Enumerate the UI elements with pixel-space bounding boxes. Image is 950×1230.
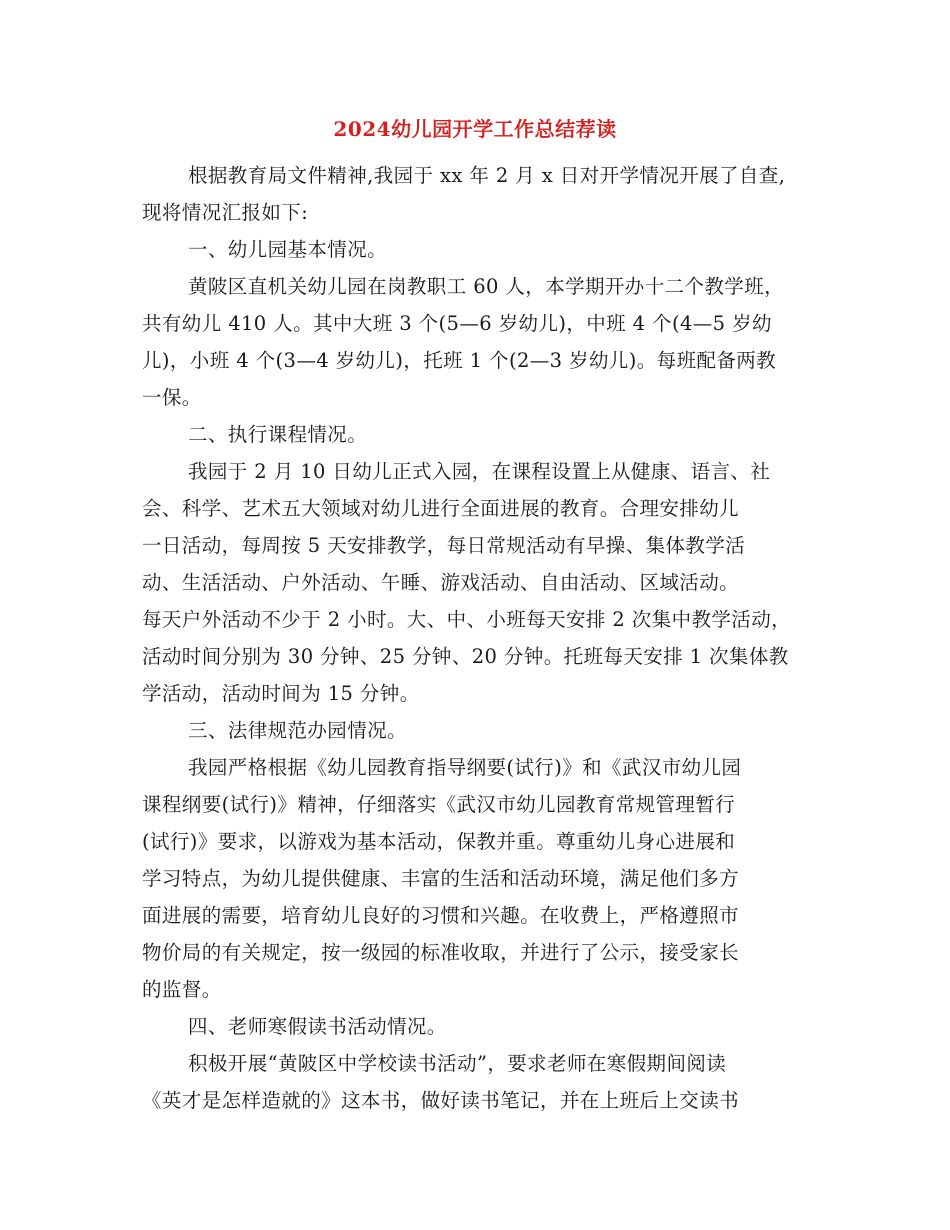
- text-line: 面进展的需要，培育幼儿良好的习惯和兴趣。在收费上，严格遵照市: [142, 904, 740, 927]
- text-line: 的监督。: [142, 978, 222, 1001]
- text-line: 课程纲要(试行)》精神，仔细落实《武汉市幼儿园教育常规管理暂行: [142, 793, 736, 816]
- text-line: 物价局的有关规定，按一级园的标准收取，并进行了公示，接受家长: [142, 941, 740, 964]
- section-heading: 二、执行课程情况。: [188, 423, 368, 446]
- section-heading: 四、老师寒假读书活动情况。: [188, 1015, 447, 1038]
- text-line: 《英才是怎样造就的》这本书，做好读书笔记，并在上班后上交读书: [142, 1089, 740, 1112]
- text-line: 我园于 2 月 10 日幼儿正式入园，在课程设置上从健康、语言、社: [188, 460, 771, 483]
- section-heading: 一、幼儿园基本情况。: [188, 238, 388, 261]
- text-line: 一日活动，每周按 5 天安排教学，每日常规活动有早操、集体教学活: [142, 534, 746, 557]
- text-line: 儿)，小班 4 个(3—4 岁幼儿)，托班 1 个(2—3 岁幼儿)。每班配备两教: [142, 349, 777, 372]
- text-line: 积极开展“黄陂区中学校读书活动”，要求老师在寒假期间阅读: [188, 1052, 727, 1075]
- text-line: 根据教育局文件精神,我园于 xx 年 2 月 x 日对开学情况开展了自查,: [188, 164, 786, 187]
- text-line: 每天户外活动不少于 2 小时。大、中、小班每天安排 2 次集中教学活动，: [142, 608, 792, 631]
- text-line: 黄陂区直机关幼儿园在岗教职工 60 人，本学期开办十二个教学班，: [188, 275, 785, 298]
- document-title: 2024幼儿园开学工作总结荐读: [333, 117, 617, 141]
- text-line: 活动时间分别为 30 分钟、25 分钟、20 分钟。托班每天安排 1 次集体教: [142, 645, 789, 668]
- text-line: (试行)》要求，以游戏为基本活动，保教并重。尊重幼儿身心进展和: [142, 830, 736, 853]
- section-heading: 三、法律规范办园情况。: [188, 719, 407, 742]
- text-line: 现将情况汇报如下:: [142, 201, 309, 224]
- text-line: 学活动，活动时间为 15 分钟。: [142, 682, 420, 705]
- text-line: 学习特点，为幼儿提供健康、丰富的生活和活动环境，满足他们多方: [142, 867, 740, 890]
- text-line: 动、生活活动、户外活动、午睡、游戏活动、自由活动、区域活动。: [142, 571, 740, 594]
- text-line: 会、科学、艺术五大领域对幼儿进行全面进展的教育。合理安排幼儿: [142, 497, 740, 520]
- text-line: 共有幼儿 410 人。其中大班 3 个(5—6 岁幼儿)，中班 4 个(4—5 岁幼: [142, 312, 772, 335]
- text-line: 一保。: [142, 386, 202, 409]
- text-line: 我园严格根据《幼儿园教育指导纲要(试行)》和《武汉市幼儿园: [188, 756, 742, 779]
